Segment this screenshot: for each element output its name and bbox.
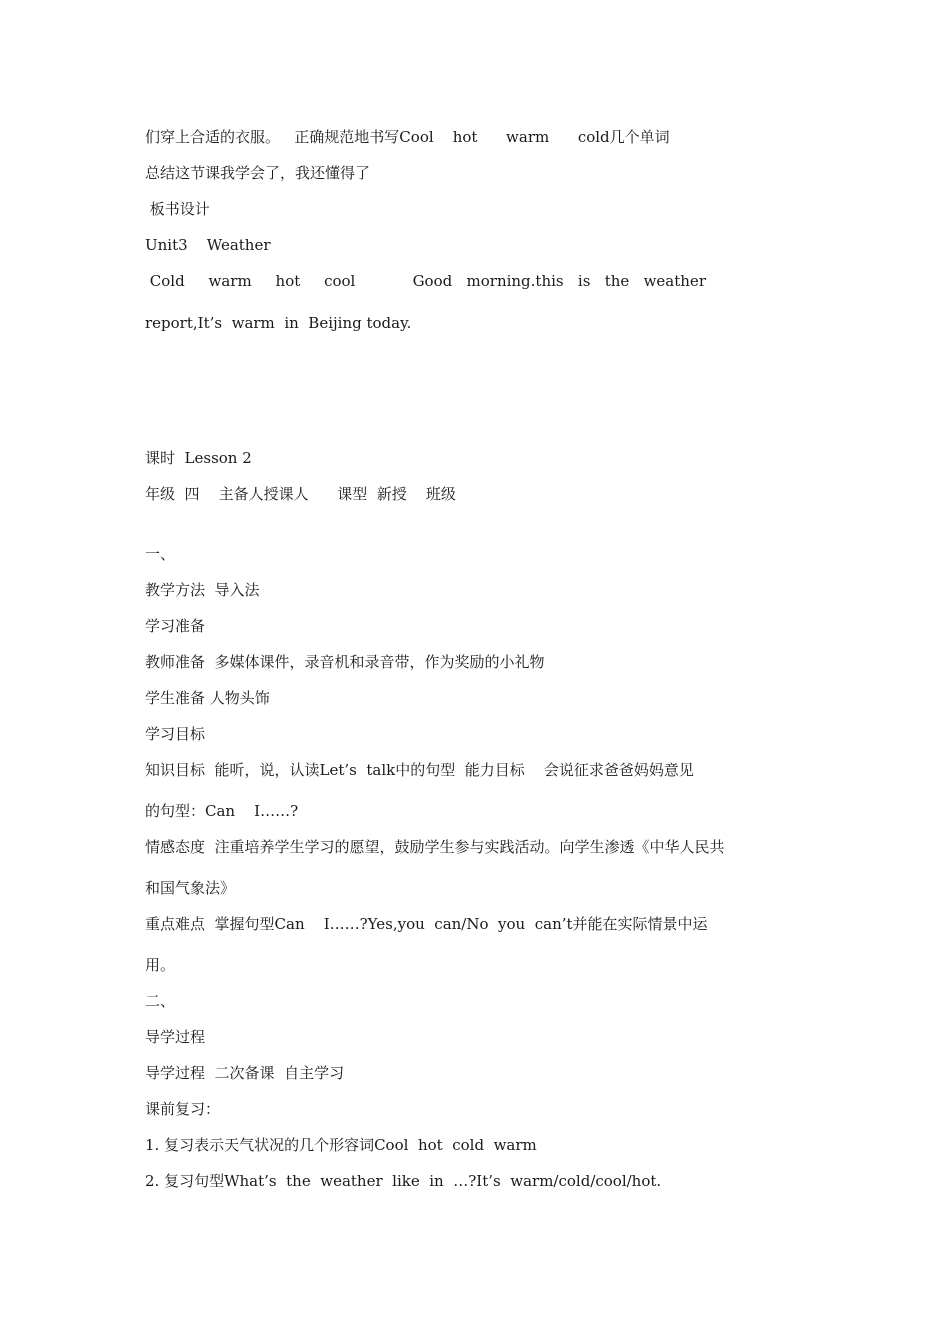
- section-number: 二、: [145, 992, 176, 1010]
- section-heading: 学习目标: [145, 725, 206, 743]
- lesson-title: 课时 Lesson 2: [145, 449, 252, 467]
- section-heading: 板书设计: [145, 200, 210, 218]
- text-line: 重点难点 掌握句型Can I……?Yes,you can/No you can’t并能在实际情景中运: [145, 915, 708, 933]
- text-line: 和国气象法》: [145, 879, 236, 897]
- lesson-info: 年级 四 主备人授课人 课型 新授 班级: [145, 485, 456, 503]
- text-line: report,It’s warm in Beijing today.: [145, 314, 412, 332]
- text-line: 导学过程 二次备课 自主学习: [145, 1064, 345, 1082]
- text-line: 教师准备 多媒体课件，录音机和录音带，作为奖励的小礼物: [145, 653, 545, 671]
- section-number: 一、: [145, 545, 176, 563]
- list-item: 2. 复习句型What’s the weather like in …?It’s warm/cold/cool/hot.: [145, 1172, 662, 1190]
- section-heading: 导学过程: [145, 1028, 206, 1046]
- text-line: 知识目标 能听，说，认读Let’s talk中的句型 能力目标 会说征求爸爸妈妈意见: [145, 761, 694, 779]
- text-line: Cold warm hot cool Good morning.this is the weather: [145, 272, 706, 290]
- text-line: 情感态度 注重培养学生学习的愿望，鼓励学生参与实践活动。向学生渗透《中华人民共: [145, 838, 725, 856]
- text-line: 教学方法 导入法: [145, 581, 260, 599]
- text-line: 总结这节课我学会了，我还懂得了: [145, 164, 371, 182]
- text-line: 的句型：Can I……?: [145, 802, 299, 820]
- text-line: 用。: [145, 956, 176, 974]
- text-line: 课前复习：: [145, 1100, 221, 1118]
- section-heading: 学习准备: [145, 617, 206, 635]
- unit-title: Unit3 Weather: [145, 236, 271, 254]
- list-item: 1. 复习表示天气状况的几个形容词Cool hot cold warm: [145, 1136, 537, 1154]
- text-line: 们穿上合适的衣服。 正确规范地书写Cool hot warm cold几个单词: [145, 128, 670, 146]
- text-line: 学生准备 人物头饰: [145, 689, 270, 707]
